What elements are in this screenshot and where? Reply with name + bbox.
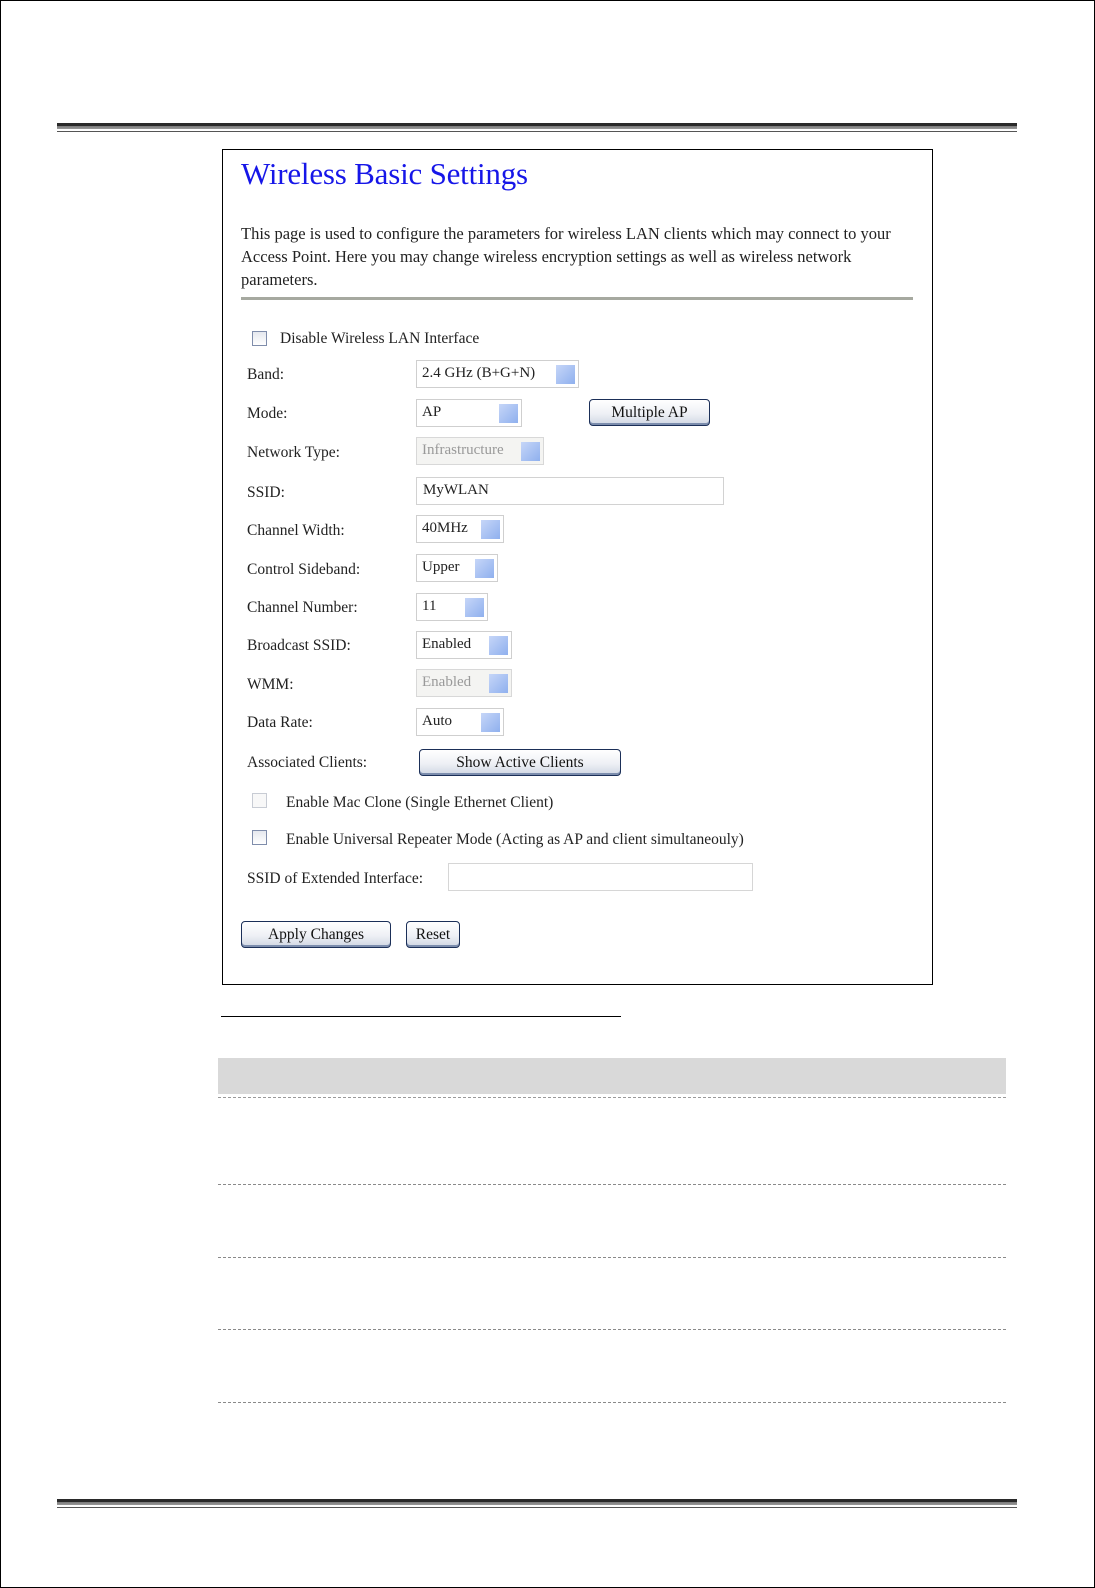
broadcast-ssid-label: Broadcast SSID: [247,637,351,654]
table-row [218,1329,1006,1330]
mac-clone-checkbox[interactable] [252,793,267,808]
mode-select[interactable] [416,399,522,427]
extended-ssid-input[interactable] [448,863,753,891]
dropdown-arrow-icon [475,559,494,578]
page-description: This page is used to configure the parameters for wireless LAN clients which may connect to your Access Point. Here you may change wireless encryption settings as well as wireless network parameters. [241,224,891,289]
table-header [218,1058,1006,1094]
wireless-settings-panel [222,149,933,985]
apply-changes-button[interactable]: Apply Changes [241,921,391,948]
table-row [218,1402,1006,1403]
wmm-value: Enabled [422,674,472,690]
data-rate-label: Data Rate: [247,714,313,731]
ssid-input[interactable]: MyWLAN [416,477,724,505]
reset-button[interactable]: Reset [406,921,460,948]
disable-wlan-label: Disable Wireless LAN Interface [280,330,480,347]
dropdown-arrow-icon [481,713,500,732]
control-sideband-select[interactable] [416,554,498,582]
broadcast-ssid-value: Enabled [422,636,472,652]
show-active-clients-button[interactable]: Show Active Clients [419,749,621,776]
universal-repeater-label: Enable Universal Repeater Mode (Acting as AP and client simultaneouly) [286,831,744,848]
extended-ssid-label: SSID of Extended Interface: [247,870,424,887]
page-title: Wireless Basic Settings [241,156,528,191]
table-row [218,1184,1006,1185]
wmm-select[interactable] [416,669,512,697]
dropdown-arrow-icon [489,674,508,693]
data-rate-value: Auto [422,713,452,729]
universal-repeater-checkbox[interactable] [252,830,267,845]
disable-wlan-checkbox[interactable] [252,331,267,346]
channel-width-select[interactable] [416,515,504,543]
ssid-label: SSID: [247,484,285,501]
channel-number-label: Channel Number: [247,599,358,616]
mac-clone-label: Enable Mac Clone (Single Ethernet Client) [286,794,554,811]
control-sideband-label: Control Sideband: [247,561,361,578]
wmm-label: WMM: [247,676,294,693]
channel-width-value: 40MHz [422,520,468,536]
data-rate-select[interactable] [416,708,504,736]
caption-underline [221,1016,621,1017]
band-value: 2.4 GHz (B+G+N) [422,365,536,381]
divider [241,297,913,300]
footer-rule [57,1499,1017,1505]
dropdown-arrow-icon [556,365,575,384]
table-row [218,1257,1006,1258]
band-select[interactable] [416,360,579,388]
mode-value: AP [422,404,442,420]
header-rule [57,123,1017,129]
dropdown-arrow-icon [499,404,518,423]
network-type-select[interactable] [416,437,544,465]
dropdown-arrow-icon [489,636,508,655]
mode-label: Mode: [247,405,288,422]
dropdown-arrow-icon [465,598,484,617]
channel-number-value: 11 [422,598,437,614]
channel-width-label: Channel Width: [247,522,345,539]
network-type-label: Network Type: [247,444,340,461]
control-sideband-value: Upper [422,559,460,575]
multiple-ap-button[interactable]: Multiple AP [589,399,710,426]
band-label: Band: [247,366,285,383]
channel-number-select[interactable] [416,593,488,621]
dropdown-arrow-icon [481,520,500,539]
dropdown-arrow-icon [521,442,540,461]
network-type-value: Infrastructure [422,442,504,458]
broadcast-ssid-select[interactable] [416,631,512,659]
associated-clients-label: Associated Clients: [247,754,368,771]
